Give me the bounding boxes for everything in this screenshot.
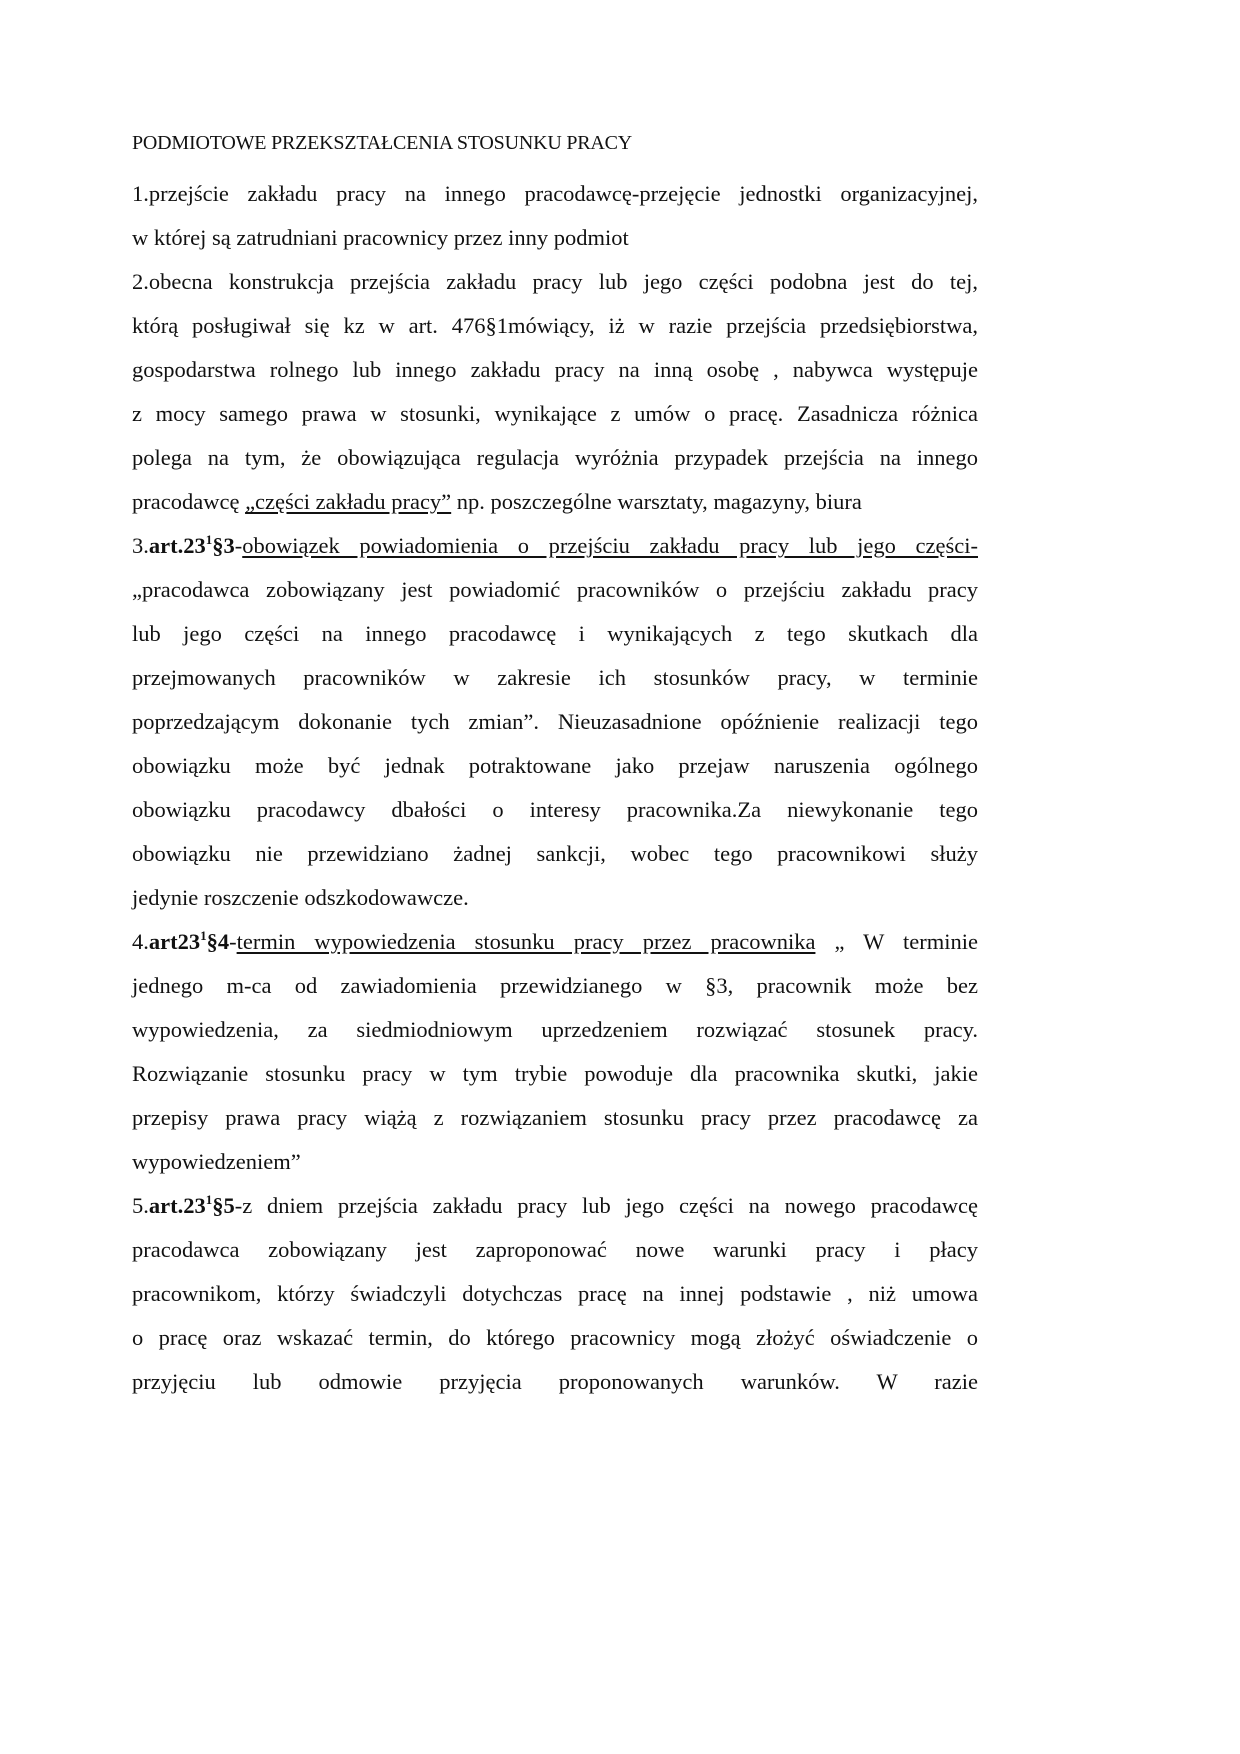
- text-line: wypowiedzeniem”: [132, 1149, 301, 1174]
- text-line: pracodawcę „części zakładu pracy” np. poszczególne warsztaty, magazyny, biura: [132, 489, 862, 514]
- article-ref: art23: [148, 929, 201, 954]
- text-line: obowiązku nie przewidziano żadnej sankcji, wobec tego pracownikowi służy: [132, 841, 978, 866]
- item-number: 3.: [132, 533, 149, 558]
- text-line: poprzedzającym dokonanie tych zmian”. Nieuzasadnione opóźnienie realizacji tego: [132, 709, 978, 734]
- list-item-1: [132, 172, 978, 260]
- text-line: jednego m-ca od zawiadomienia przewidzianego w §3, pracownik może bez: [132, 973, 978, 998]
- text-line: $5.art.23^1\S 5-z$ dniem przejścia zakładu pracy lub jego części na nowego pracodawcę: [132, 1192, 978, 1218]
- article-ref: art.23: [148, 1193, 206, 1218]
- text-line: gospodarstwa rolnego lub innego zakładu pracy na inną osobę , nabywca występuje: [132, 357, 978, 382]
- item-number: 2.: [132, 269, 149, 294]
- section-heading: obowiązek powiadomienia o przejściu zakładu pracy lub jego części-: [242, 533, 978, 558]
- text-line: $4.art23^1\S 4$-termin wypowiedzenia stosunku pracy przez pracownika „ W terminie: [132, 928, 978, 954]
- text-line: Rozwiązanie stosunku pracy w tym trybie powoduje dla pracownika skutki, jakie: [132, 1061, 978, 1086]
- text-line: $3.art.23^1\S 3$-obowiązek powiadomienia o przejściu zakładu pracy lub jego części-: [132, 532, 978, 558]
- document-page: [132, 128, 978, 1404]
- text-line: przejmowanych pracowników w zakresie ich stosunków pracy, w terminie: [132, 665, 978, 690]
- document-title: PODMIOTOWE PRZEKSZTAŁCENIA STOSUNKU PRACY: [132, 132, 633, 154]
- text-line: „pracodawca zobowiązany jest powiadomić pracowników o przejściu zakładu pracy: [132, 577, 978, 602]
- item-number: 4.: [132, 929, 149, 954]
- text-line: pracownikom, którzy świadczyli dotychczas pracę na innej podstawie , niż umowa: [132, 1281, 978, 1306]
- section-heading: termin wypowiedzenia stosunku pracy przez pracownika: [236, 929, 816, 954]
- text-line: lub jego części na innego pracodawcę i wynikających z tego skutkach dla: [132, 621, 978, 646]
- underlined-phrase: „części zakładu pracy”: [245, 489, 452, 514]
- list-item-2: [132, 260, 978, 524]
- text-line: przyjęciu lub odmowie przyjęcia proponowanych warunków. W razie: [132, 1369, 978, 1394]
- item-number: 1.: [132, 181, 149, 206]
- text-line: w której są zatrudniani pracownicy przez inny podmiot: [132, 225, 629, 250]
- article-ref: art.23: [148, 533, 206, 558]
- text-line: polega na tym, że obowiązująca regulacja wyróżnia przypadek przejścia na innego: [132, 445, 978, 470]
- list-item-5: [132, 1184, 978, 1404]
- item-number: 5.: [132, 1193, 149, 1218]
- text-line: 1.przejście zakładu pracy na innego pracodawcę-przejęcie jednostki organizacyjnej,: [132, 181, 978, 206]
- text-line: obowiązku pracodawcy dbałości o interesy pracownika.Za niewykonanie tego: [132, 797, 978, 822]
- list-item-3: [132, 524, 978, 920]
- text-line: z mocy samego prawa w stosunki, wynikające z umów o pracę. Zasadnicza różnica: [132, 401, 978, 426]
- text-line: 2.obecna konstrukcja przejścia zakładu pracy lub jego części podobna jest do tej,: [132, 269, 978, 294]
- text-line: wypowiedzenia, za siedmiodniowym uprzedzeniem rozwiązać stosunek pracy.: [132, 1017, 978, 1042]
- text-line: przepisy prawa pracy wiążą z rozwiązaniem stosunku pracy przez pracodawcę za: [132, 1105, 978, 1130]
- text-line: jedynie roszczenie odszkodowawcze.: [132, 885, 469, 910]
- text-line: o pracę oraz wskazać termin, do którego pracownicy mogą złożyć oświadczenie o: [132, 1325, 978, 1350]
- list-item-4: [132, 920, 978, 1184]
- text-line: obowiązku może być jednak potraktowane jako przejaw naruszenia ogólnego: [132, 753, 978, 778]
- text-line: którą posługiwał się kz w art. 476§1mówiący, iż w razie przejścia przedsiębiorstwa,: [132, 313, 978, 338]
- text-line: pracodawca zobowiązany jest zaproponować nowe warunki pracy i płacy: [132, 1237, 978, 1262]
